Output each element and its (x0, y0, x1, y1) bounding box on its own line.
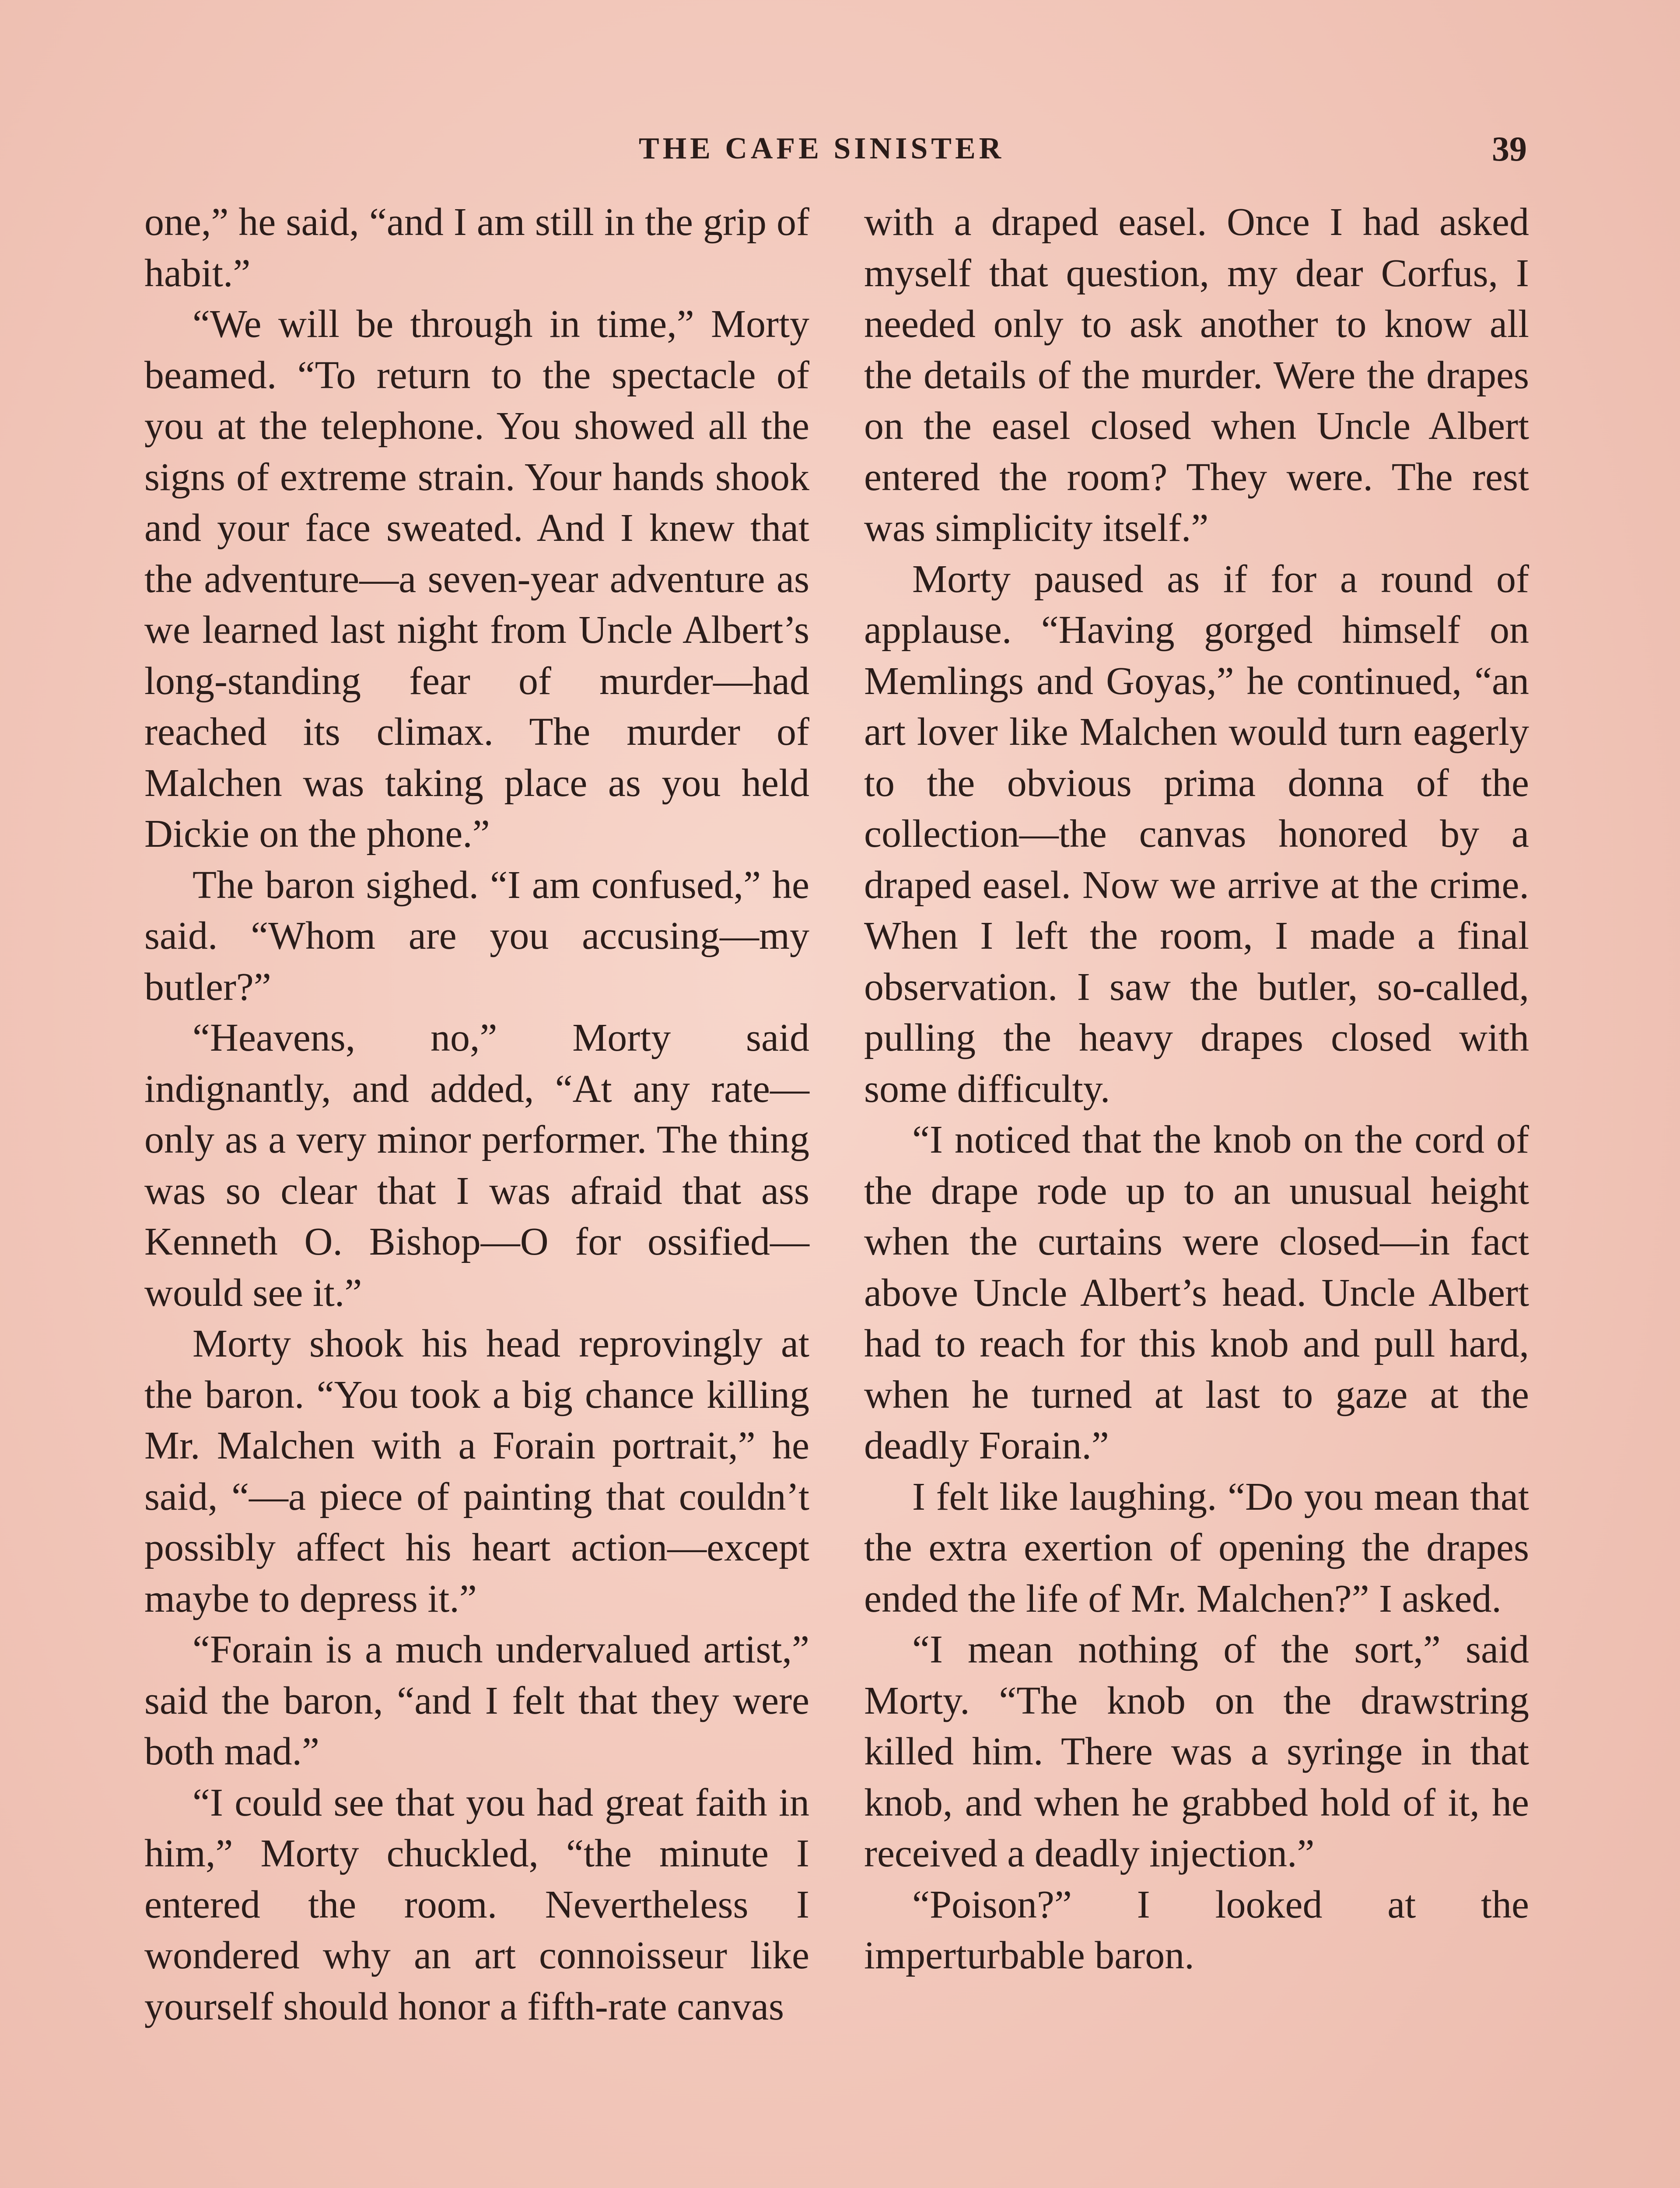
paragraph: “Poison?” I looked at the imperturbable baron. (864, 1883, 1529, 1977)
paragraph: “I mean nothing of the sort,” said Morty. “The knob on the drawstring killed him. There was a syringe in that knob, and when he grabbed hold of it, he received a deadly injection.” (864, 1628, 1529, 1875)
paragraph: one,” he said, “and I am still in the grip of habit.” (144, 200, 809, 295)
paragraph: Morty paused as if for a round of applause. “Having gorged himself on Memlings and Goyas,” he continued, “an art lover like Malchen would turn eagerly to the obvious prima donna of the collection—the canvas honored by a draped easel. Now we arrive at the crime. When I left the room, I made a final observation. I saw the butler, so-called, pulling the heavy drapes closed with some difficulty. (864, 557, 1529, 1111)
paragraph: I felt like laughing. “Do you mean that the extra exertion of opening the drapes ended the life of Mr. Malchen?” I asked. (864, 1475, 1529, 1620)
running-head-title: THE CAFE SINISTER (639, 132, 1005, 165)
paragraph: Morty shook his head reprovingly at the baron. “You took a big chance killing Mr. Malchen with a Forain portrait,” he said, “—a piece of painting that couldn’t possibly affect his heart action—except maybe to depress it.” (144, 1322, 809, 1620)
page-number: 39 (1492, 130, 1527, 168)
paragraph: “Forain is a much undervalued artist,” said the baron, “and I felt that they were both mad.” (144, 1628, 809, 1773)
right-text-column (864, 197, 1529, 1981)
paragraph: with a draped easel. Once I had asked myself that question, my dear Corfus, I needed only to ask another to know all the details of the murder. Were the drapes on the easel closed when Uncle Albert entered the room? They were. The rest was simplicity itself.” (864, 200, 1529, 550)
left-text-column (144, 197, 809, 2032)
paragraph: “I could see that you had great faith in him,” Morty chuckled, “the minute I entered the room. Nevertheless I wondered why an art connoisseur like yourself should honor a fifth-rate canvas (144, 1781, 809, 2028)
paragraph: “We will be through in time,” Morty beamed. “To return to the spectacle of you at the telephone. You showed all the signs of extreme strain. Your hands shook and your face sweated. And I knew that the adventure—a seven-year adventure as we learned last night from Uncle Albert’s long-standing fear of murder—had reached its climax. The murder of Malchen was taking place as you held Dickie on the phone.” (144, 302, 809, 856)
paragraph: “Heavens, no,” Morty said indignantly, and added, “At any rate—only as a very minor performer. The thing was so clear that I was afraid that ass Kenneth O. Bishop—O for ossified—would see it.” (144, 1016, 809, 1315)
paragraph: “I noticed that the knob on the cord of the drape rode up to an unusual height when the curtains were closed—in fact above Uncle Albert’s head. Uncle Albert had to reach for this knob and pull hard, when he turned at last to gaze at the deadly Forain.” (864, 1118, 1529, 1467)
paragraph: The baron sighed. “I am confused,” he said. “Whom are you accusing—my butler?” (144, 863, 809, 1009)
